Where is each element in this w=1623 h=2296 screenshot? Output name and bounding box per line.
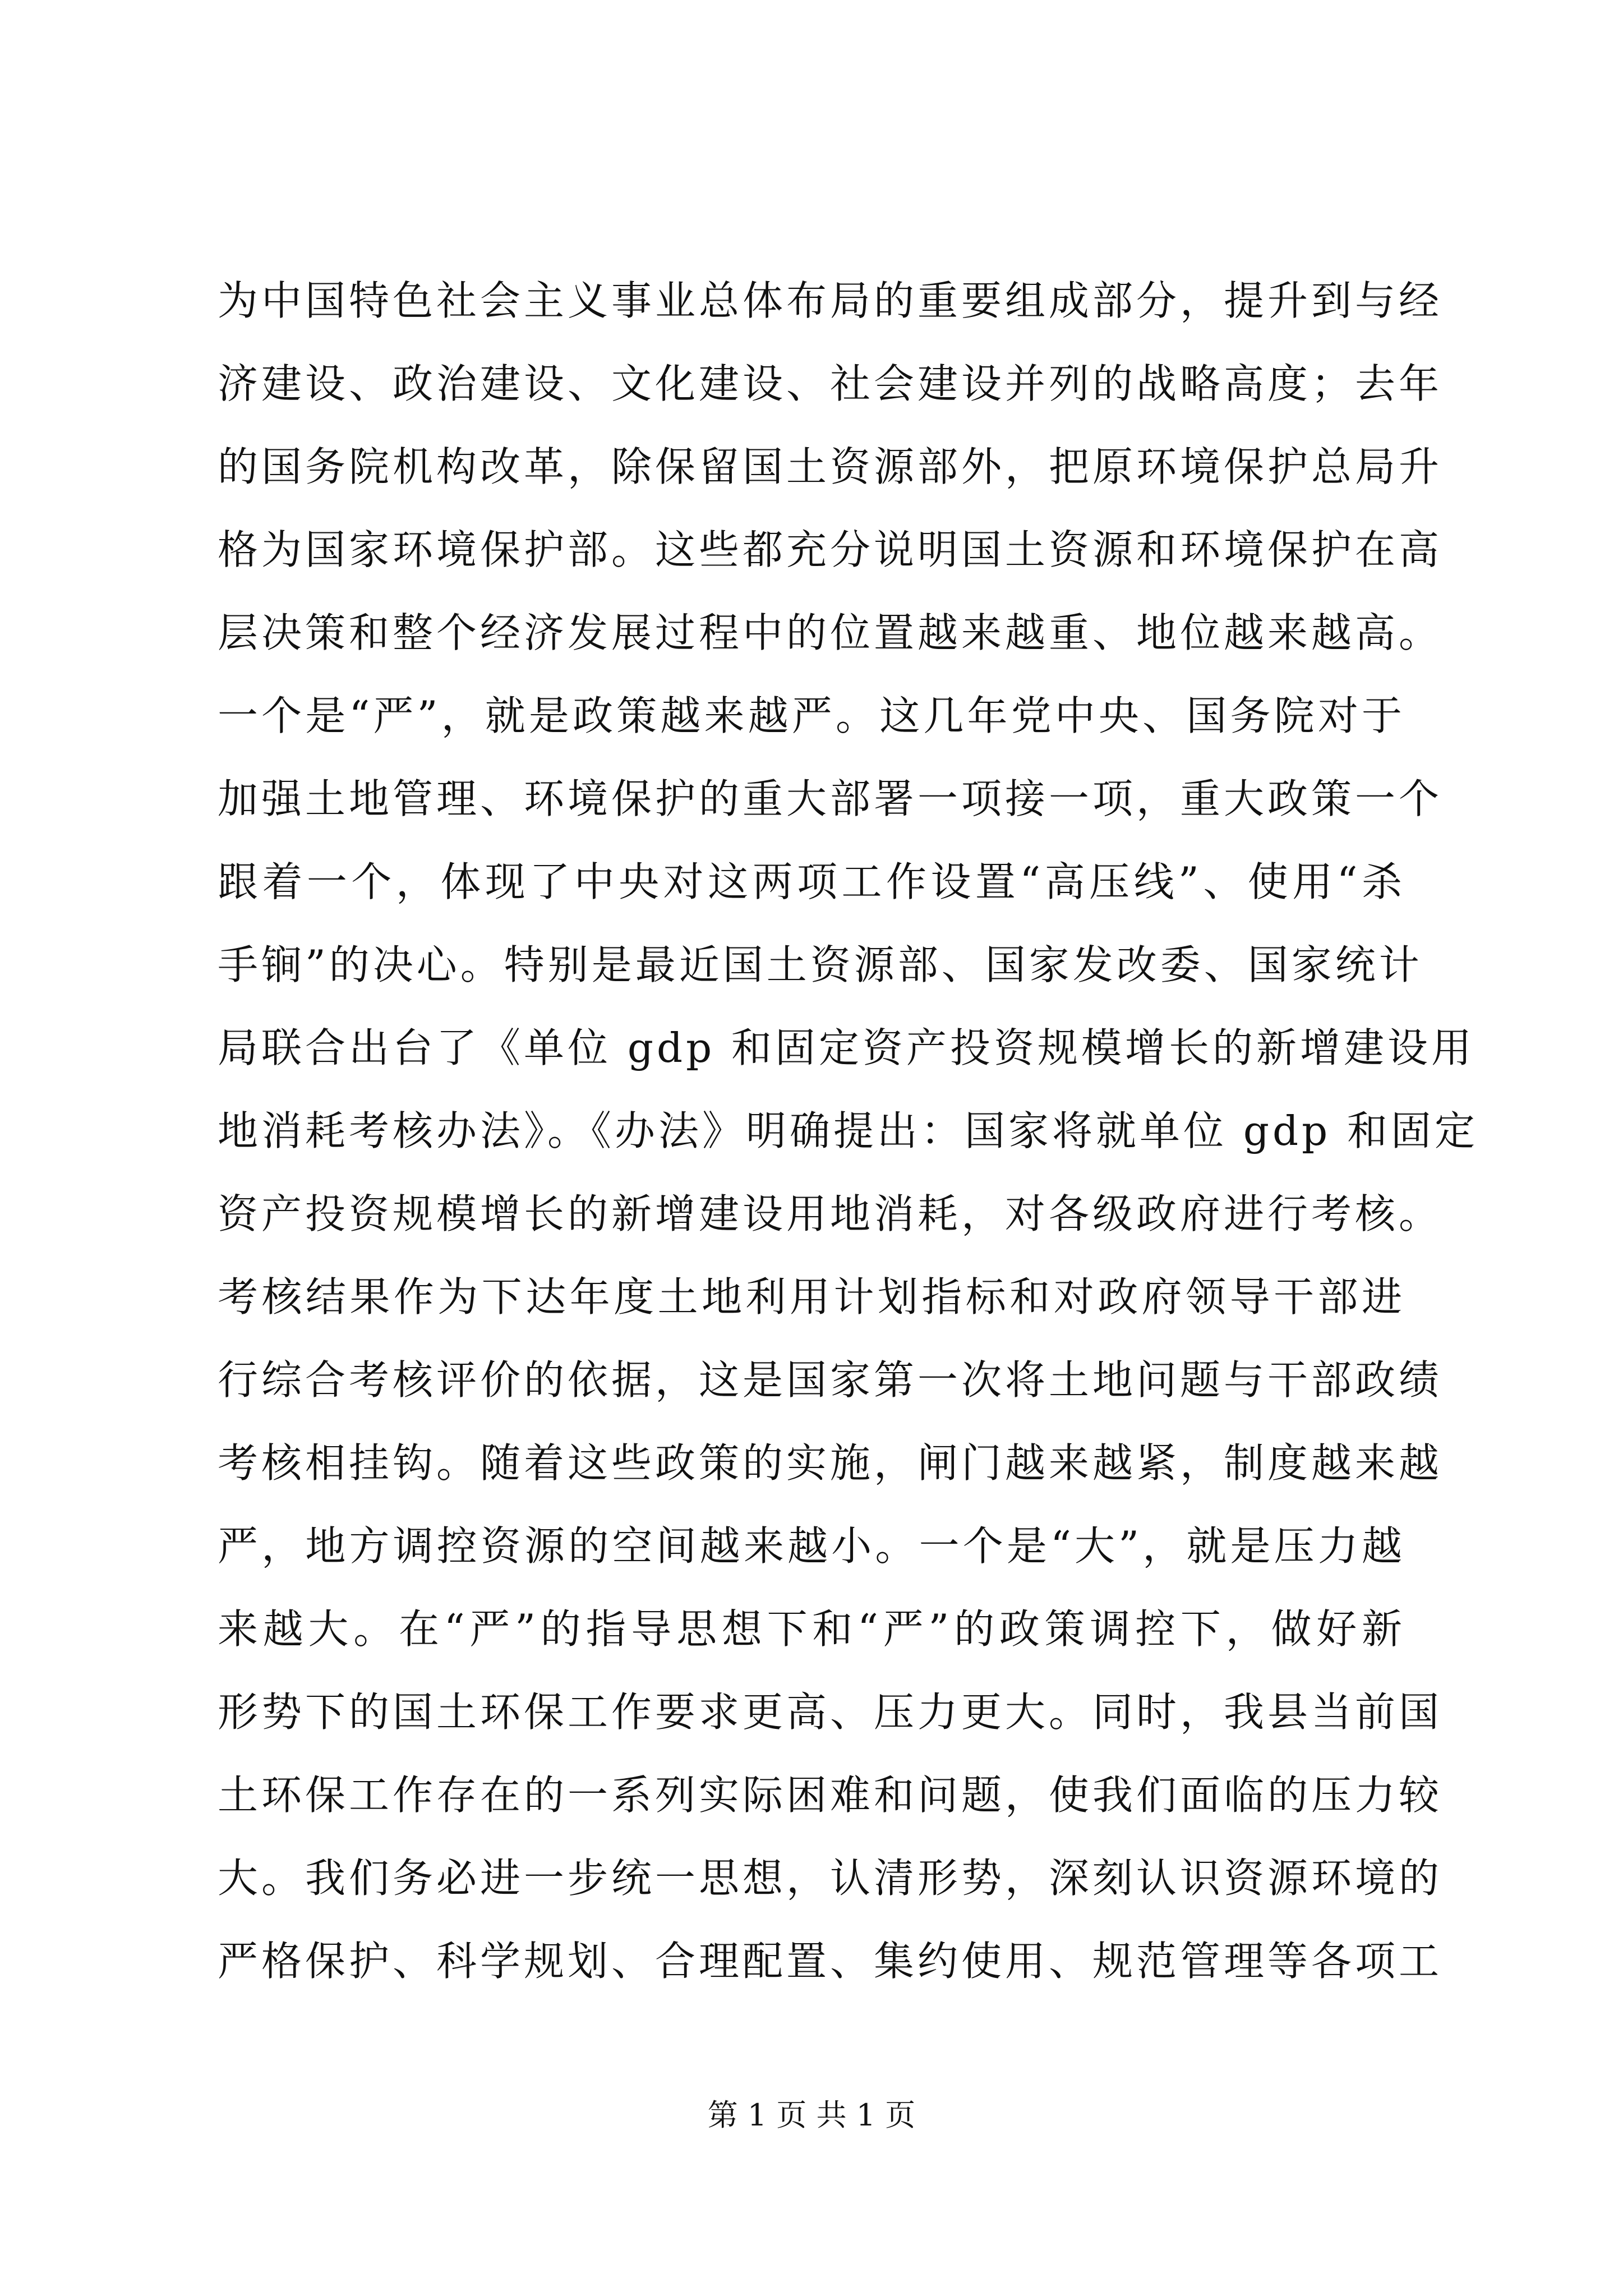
text-line-10: 局联合出台了《单位 gdp 和固定资产投资规模增长的新增建设用 (218, 1024, 1476, 1071)
text-line-7: 加强土地管理、环境保护的重大部署一项接一项，重大政策一个 (218, 775, 1443, 822)
text-line-3: 的国务院机构改革，除保留国土资源部外，把原环境保护总局升 (218, 443, 1443, 490)
text-line-5: 层决策和整个经济发展过程中的位置越来越重、地位越来越高。 (218, 609, 1443, 656)
text-line-19: 土环保工作存在的一系列实际困难和问题，使我们面临的压力较 (218, 1772, 1443, 1819)
text-line-1: 为中国特色社会主义事业总体布局的重要组成部分，提升到与经 (218, 277, 1443, 324)
text-line-17: 来越大。在“严”的指导思想下和“严”的政策调控下，做好新 (218, 1605, 1405, 1653)
text-line-14: 行综合考核评价的依据，这是国家第一次将土地问题与干部政绩 (218, 1356, 1443, 1404)
text-line-21: 严格保护、科学规划、合理配置、集约使用、规范管理等各项工 (218, 1938, 1443, 1985)
page-footer (0, 2096, 1623, 2135)
text-line-9: 手锏”的决心。特别是最近国土资源部、国家发改委、国家统计 (218, 941, 1423, 988)
text-line-11: 地消耗考核办法》。《办法》明确提出：国家将就单位 gdp 和固定 (218, 1107, 1479, 1154)
text-line-2: 济建设、政治建设、文化建设、社会建设并列的战略高度；去年 (218, 360, 1443, 407)
text-line-12: 资产投资规模增长的新增建设用地消耗，对各级政府进行考核。 (218, 1190, 1443, 1237)
text-line-4: 格为国家环境保护部。这些都充分说明国土资源和环境保护在高 (218, 526, 1443, 573)
text-line-15: 考核相挂钩。随着这些政策的实施，闸门越来越紧，制度越来越 (218, 1439, 1443, 1487)
text-line-8: 跟着一个，体现了中央对这两项工作设置“高压线”、使用“杀 (218, 858, 1405, 905)
page-number-label: 第 1 页 共 1 页 (707, 2097, 916, 2133)
body-text (218, 259, 1479, 2003)
text-line-6: 一个是“严”，就是政策越来越严。这几年党中央、国务院对于 (218, 692, 1405, 739)
text-line-13: 考核结果作为下达年度土地利用计划指标和对政府领导干部进 (218, 1273, 1405, 1320)
text-line-16: 严，地方调控资源的空间越来越小。一个是“大”，就是压力越 (218, 1522, 1405, 1570)
text-line-18: 形势下的国土环保工作要求更高、压力更大。同时，我县当前国 (218, 1688, 1443, 1736)
text-line-20: 大。我们务必进一步统一思想，认清形势，深刻认识资源环境的 (218, 1855, 1443, 1902)
